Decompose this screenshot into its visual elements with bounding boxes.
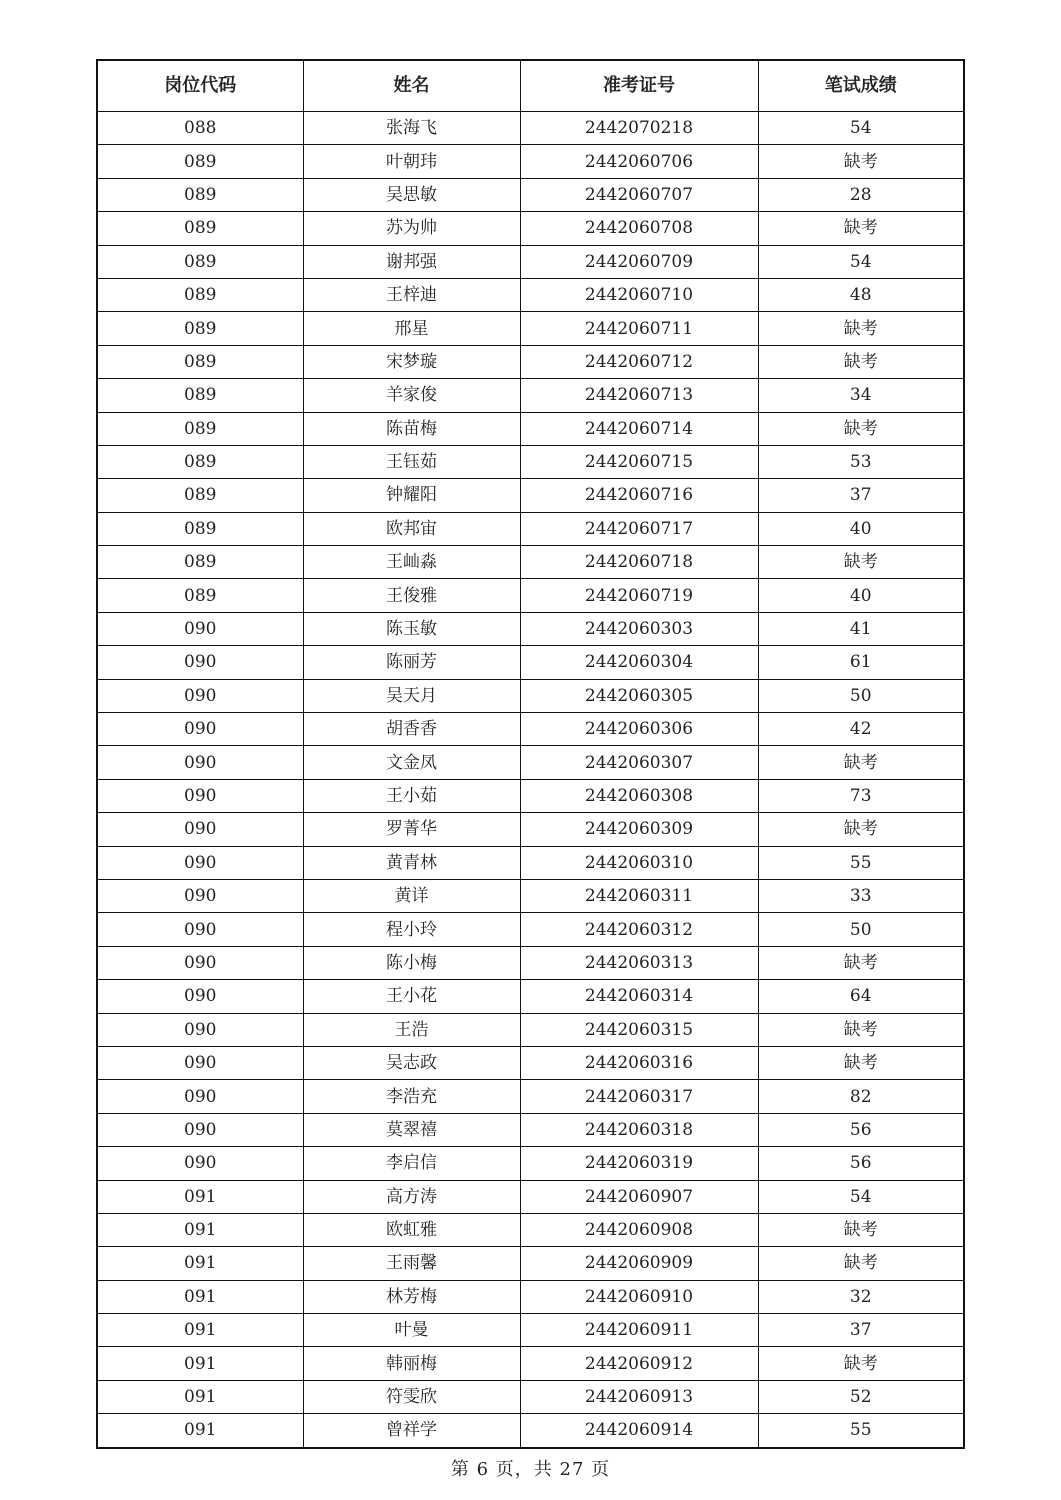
cell-name: 文金凤: [303, 746, 520, 779]
table-row: [97, 1213, 964, 1246]
cell-name: 莫翠禧: [303, 1113, 520, 1146]
cell-exam-number: 2442060316: [520, 1046, 758, 1079]
cell-name: 王俊雅: [303, 579, 520, 612]
cell-name: 欧邦宙: [303, 512, 520, 545]
cell-position-code: 090: [97, 980, 303, 1013]
cell-position-code: 090: [97, 846, 303, 879]
cell-exam-number: 2442060908: [520, 1213, 758, 1246]
table-row: [97, 1013, 964, 1046]
table-row: [97, 879, 964, 912]
cell-name: 胡香香: [303, 713, 520, 746]
table-row: [97, 1080, 964, 1113]
cell-written-score: 50: [758, 679, 964, 712]
cell-name: 林芳梅: [303, 1280, 520, 1313]
cell-written-score: 40: [758, 512, 964, 545]
cell-exam-number: 2442060909: [520, 1247, 758, 1280]
cell-exam-number: 2442060910: [520, 1280, 758, 1313]
table-row: [97, 112, 964, 145]
table-row: [97, 212, 964, 245]
header-position-code: 岗位代码: [97, 60, 303, 112]
cell-name: 吴天月: [303, 679, 520, 712]
cell-written-score: 82: [758, 1080, 964, 1113]
page-footer: 第 6 页，共 27 页: [450, 1459, 611, 1480]
table-row: [97, 479, 964, 512]
cell-exam-number: 2442060707: [520, 178, 758, 211]
cell-position-code: 091: [97, 1347, 303, 1380]
cell-exam-number: 2442060310: [520, 846, 758, 879]
cell-name: 陈玉敏: [303, 612, 520, 645]
table-row: [97, 779, 964, 812]
cell-exam-number: 2442060911: [520, 1314, 758, 1347]
cell-written-score: 28: [758, 178, 964, 211]
cell-exam-number: 2442060308: [520, 779, 758, 812]
cell-name: 叶朝玮: [303, 145, 520, 178]
cell-exam-number: 2442060711: [520, 312, 758, 345]
cell-written-score: 42: [758, 713, 964, 746]
cell-exam-number: 2442060912: [520, 1347, 758, 1380]
cell-name: 王小茹: [303, 779, 520, 812]
cell-name: 陈苗梅: [303, 412, 520, 445]
cell-name: 黄青林: [303, 846, 520, 879]
cell-position-code: 090: [97, 1113, 303, 1146]
cell-exam-number: 2442060710: [520, 278, 758, 311]
cell-name: 羊家俊: [303, 379, 520, 412]
table-row: [97, 245, 964, 278]
cell-written-score: 缺考: [758, 1247, 964, 1280]
cell-position-code: 091: [97, 1380, 303, 1413]
cell-name: 宋梦璇: [303, 345, 520, 378]
table-row: [97, 1347, 964, 1380]
cell-position-code: 089: [97, 245, 303, 278]
cell-written-score: 缺考: [758, 1347, 964, 1380]
cell-written-score: 48: [758, 278, 964, 311]
cell-position-code: 089: [97, 546, 303, 579]
cell-position-code: 089: [97, 412, 303, 445]
cell-position-code: 090: [97, 612, 303, 645]
cell-name: 李启信: [303, 1147, 520, 1180]
cell-name: 黄详: [303, 879, 520, 912]
cell-position-code: 089: [97, 345, 303, 378]
table-header-row: [97, 60, 964, 112]
cell-position-code: 089: [97, 445, 303, 478]
header-name: 姓名: [303, 60, 520, 112]
table-row: [97, 312, 964, 345]
table-row: [97, 379, 964, 412]
table-body: [97, 112, 964, 1448]
cell-exam-number: 2442060309: [520, 813, 758, 846]
table-row: [97, 445, 964, 478]
cell-position-code: 089: [97, 145, 303, 178]
cell-written-score: 缺考: [758, 746, 964, 779]
cell-exam-number: 2442060304: [520, 646, 758, 679]
table-row: [97, 546, 964, 579]
cell-written-score: 缺考: [758, 412, 964, 445]
cell-exam-number: 2442060312: [520, 913, 758, 946]
cell-written-score: 61: [758, 646, 964, 679]
cell-exam-number: 2442060706: [520, 145, 758, 178]
cell-position-code: 090: [97, 1080, 303, 1113]
cell-position-code: 090: [97, 1147, 303, 1180]
cell-position-code: 090: [97, 679, 303, 712]
cell-position-code: 089: [97, 512, 303, 545]
score-table: [96, 59, 965, 1449]
cell-exam-number: 2442060307: [520, 746, 758, 779]
cell-position-code: 089: [97, 312, 303, 345]
cell-position-code: 089: [97, 278, 303, 311]
cell-name: 张海飞: [303, 112, 520, 145]
cell-exam-number: 2442060303: [520, 612, 758, 645]
cell-name: 韩丽梅: [303, 1347, 520, 1380]
cell-exam-number: 2442060914: [520, 1414, 758, 1448]
table-row: [97, 679, 964, 712]
cell-written-score: 缺考: [758, 345, 964, 378]
cell-exam-number: 2442060708: [520, 212, 758, 245]
cell-written-score: 55: [758, 846, 964, 879]
table-row: [97, 1414, 964, 1448]
cell-name: 李浩充: [303, 1080, 520, 1113]
cell-written-score: 缺考: [758, 946, 964, 979]
cell-position-code: 091: [97, 1213, 303, 1246]
table-row: [97, 1046, 964, 1079]
table-row: [97, 946, 964, 979]
cell-name: 钟耀阳: [303, 479, 520, 512]
cell-written-score: 54: [758, 245, 964, 278]
cell-name: 苏为帅: [303, 212, 520, 245]
table-row: [97, 1380, 964, 1413]
table-row: [97, 278, 964, 311]
cell-position-code: 089: [97, 579, 303, 612]
cell-name: 罗菁华: [303, 813, 520, 846]
cell-written-score: 缺考: [758, 1213, 964, 1246]
table-row: [97, 512, 964, 545]
cell-exam-number: 2442060718: [520, 546, 758, 579]
cell-written-score: 缺考: [758, 813, 964, 846]
cell-written-score: 33: [758, 879, 964, 912]
cell-position-code: 089: [97, 379, 303, 412]
cell-position-code: 089: [97, 479, 303, 512]
cell-exam-number: 2442060716: [520, 479, 758, 512]
cell-name: 符雯欣: [303, 1380, 520, 1413]
table-row: [97, 980, 964, 1013]
cell-written-score: 73: [758, 779, 964, 812]
cell-exam-number: 2442060709: [520, 245, 758, 278]
cell-exam-number: 2442070218: [520, 112, 758, 145]
cell-exam-number: 2442060313: [520, 946, 758, 979]
cell-name: 陈丽芳: [303, 646, 520, 679]
cell-written-score: 34: [758, 379, 964, 412]
cell-exam-number: 2442060714: [520, 412, 758, 445]
table-row: [97, 746, 964, 779]
table-row: [97, 913, 964, 946]
cell-written-score: 53: [758, 445, 964, 478]
cell-exam-number: 2442060712: [520, 345, 758, 378]
table-row: [97, 1280, 964, 1313]
cell-exam-number: 2442060306: [520, 713, 758, 746]
cell-position-code: 091: [97, 1414, 303, 1448]
cell-name: 王钰茹: [303, 445, 520, 478]
cell-position-code: 090: [97, 746, 303, 779]
cell-written-score: 54: [758, 1180, 964, 1213]
table-row: [97, 813, 964, 846]
cell-name: 邢星: [303, 312, 520, 345]
cell-position-code: 090: [97, 713, 303, 746]
header-exam-number: 准考证号: [520, 60, 758, 112]
cell-name: 吴思敏: [303, 178, 520, 211]
cell-position-code: 091: [97, 1314, 303, 1347]
cell-written-score: 41: [758, 612, 964, 645]
table-row: [97, 612, 964, 645]
cell-exam-number: 2442060913: [520, 1380, 758, 1413]
cell-written-score: 40: [758, 579, 964, 612]
table-row: [97, 713, 964, 746]
table-row: [97, 646, 964, 679]
cell-name: 王屾淼: [303, 546, 520, 579]
cell-written-score: 缺考: [758, 312, 964, 345]
cell-name: 王小花: [303, 980, 520, 1013]
table-row: [97, 412, 964, 445]
cell-name: 王雨馨: [303, 1247, 520, 1280]
cell-written-score: 56: [758, 1147, 964, 1180]
cell-name: 陈小梅: [303, 946, 520, 979]
cell-written-score: 52: [758, 1380, 964, 1413]
cell-written-score: 56: [758, 1113, 964, 1146]
cell-position-code: 091: [97, 1247, 303, 1280]
cell-exam-number: 2442060719: [520, 579, 758, 612]
cell-position-code: 089: [97, 178, 303, 211]
cell-exam-number: 2442060311: [520, 879, 758, 912]
cell-name: 吴志政: [303, 1046, 520, 1079]
table-row: [97, 579, 964, 612]
cell-written-score: 缺考: [758, 546, 964, 579]
table-row: [97, 1247, 964, 1280]
cell-written-score: 缺考: [758, 145, 964, 178]
cell-written-score: 54: [758, 112, 964, 145]
cell-written-score: 64: [758, 980, 964, 1013]
cell-written-score: 32: [758, 1280, 964, 1313]
cell-name: 曾祥学: [303, 1414, 520, 1448]
table-row: [97, 1113, 964, 1146]
cell-written-score: 55: [758, 1414, 964, 1448]
cell-position-code: 089: [97, 212, 303, 245]
cell-exam-number: 2442060319: [520, 1147, 758, 1180]
cell-name: 谢邦强: [303, 245, 520, 278]
cell-exam-number: 2442060305: [520, 679, 758, 712]
table-row: [97, 145, 964, 178]
cell-exam-number: 2442060317: [520, 1080, 758, 1113]
cell-position-code: 088: [97, 112, 303, 145]
cell-exam-number: 2442060314: [520, 980, 758, 1013]
cell-exam-number: 2442060717: [520, 512, 758, 545]
cell-written-score: 37: [758, 479, 964, 512]
cell-position-code: 090: [97, 813, 303, 846]
cell-written-score: 缺考: [758, 1046, 964, 1079]
cell-written-score: 缺考: [758, 212, 964, 245]
cell-position-code: 090: [97, 779, 303, 812]
table-row: [97, 345, 964, 378]
cell-name: 王梓迪: [303, 278, 520, 311]
cell-position-code: 090: [97, 1046, 303, 1079]
cell-name: 高方涛: [303, 1180, 520, 1213]
table-row: [97, 178, 964, 211]
cell-written-score: 50: [758, 913, 964, 946]
cell-exam-number: 2442060713: [520, 379, 758, 412]
cell-position-code: 090: [97, 1013, 303, 1046]
cell-written-score: 缺考: [758, 1013, 964, 1046]
cell-name: 程小玲: [303, 913, 520, 946]
cell-name: 欧虹雅: [303, 1213, 520, 1246]
cell-position-code: 090: [97, 879, 303, 912]
table-row: [97, 1314, 964, 1347]
cell-position-code: 091: [97, 1280, 303, 1313]
cell-position-code: 090: [97, 913, 303, 946]
cell-exam-number: 2442060318: [520, 1113, 758, 1146]
cell-exam-number: 2442060907: [520, 1180, 758, 1213]
cell-exam-number: 2442060315: [520, 1013, 758, 1046]
table-row: [97, 1180, 964, 1213]
table-row: [97, 1147, 964, 1180]
cell-position-code: 090: [97, 946, 303, 979]
table-row: [97, 846, 964, 879]
header-written-score: 笔试成绩: [758, 60, 964, 112]
cell-name: 叶曼: [303, 1314, 520, 1347]
cell-name: 王浩: [303, 1013, 520, 1046]
cell-position-code: 091: [97, 1180, 303, 1213]
cell-position-code: 090: [97, 646, 303, 679]
cell-exam-number: 2442060715: [520, 445, 758, 478]
cell-written-score: 37: [758, 1314, 964, 1347]
